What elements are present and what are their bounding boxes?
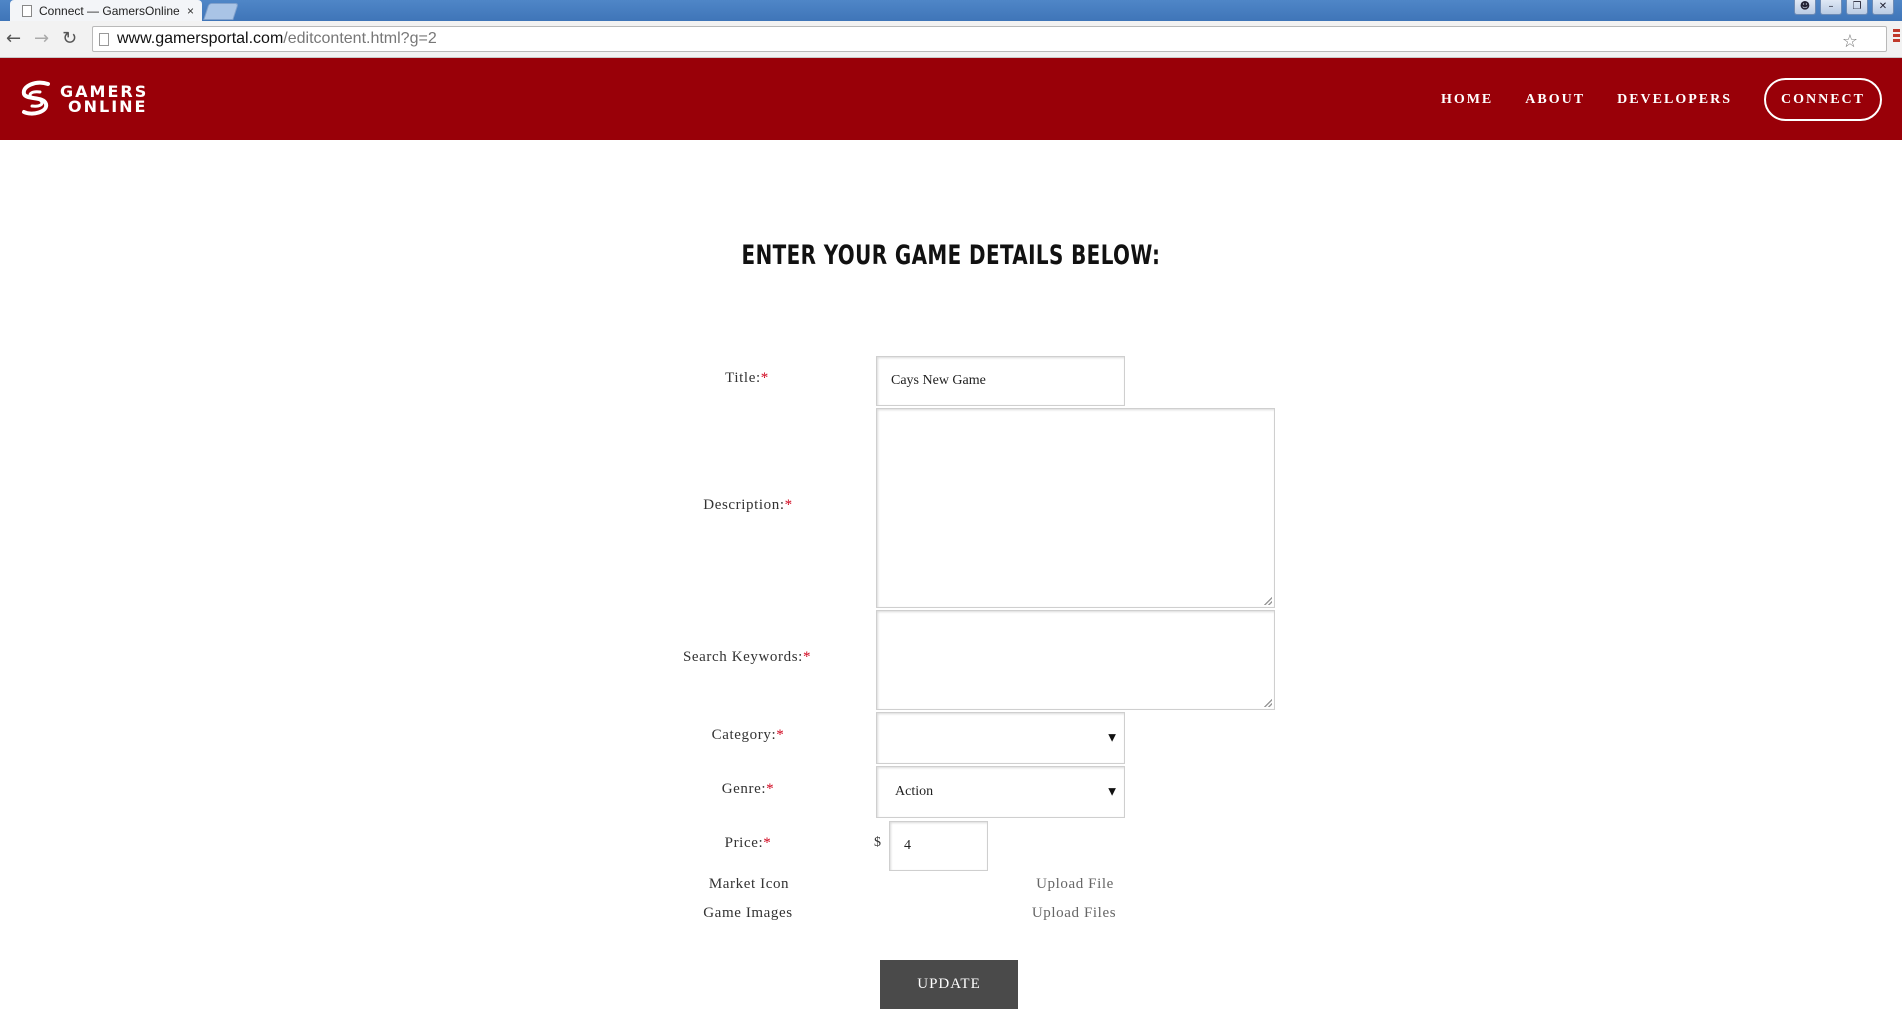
nav-about[interactable]: ABOUT	[1525, 91, 1586, 107]
url-path: /editcontent.html?g=2	[283, 30, 437, 47]
browser-titlebar	[0, 0, 1902, 21]
nav-developers[interactable]: DEVELOPERS	[1617, 91, 1732, 107]
browser-tab[interactable]	[10, 0, 202, 21]
genre-selected-value: Action	[895, 784, 934, 799]
keywords-label-text: Search Keywords:	[682, 649, 803, 665]
keywords-label	[647, 649, 847, 666]
genre-label	[648, 781, 848, 798]
bookmark-star-icon[interactable]: ☆	[1841, 31, 1858, 52]
required-marker: *	[766, 781, 775, 797]
price-input[interactable]	[889, 821, 988, 871]
resize-handle-icon[interactable]	[1264, 597, 1272, 605]
site-header	[0, 58, 1902, 140]
tab-close-icon[interactable]: ×	[186, 3, 194, 18]
page-icon	[22, 5, 32, 17]
title-label-text: Title:	[725, 370, 761, 386]
new-tab-button[interactable]	[203, 3, 239, 20]
market-icon-label: Market Icon	[708, 876, 790, 892]
category-label	[648, 727, 848, 744]
dropdown-arrow-icon: ▼	[1108, 786, 1116, 798]
browser-menu-icon[interactable]	[1893, 29, 1900, 43]
genre-select[interactable]	[876, 766, 1125, 818]
nav-home[interactable]: HOME	[1440, 91, 1494, 107]
reload-icon[interactable]: ↻	[62, 28, 78, 49]
restore-icon[interactable]: ❐	[1846, 0, 1868, 15]
currency-symbol: $	[874, 835, 881, 850]
main-nav	[1441, 78, 1882, 121]
game-images-label: Game Images	[703, 905, 793, 921]
browser-toolbar	[0, 21, 1902, 58]
logo-line-1: GAMERS	[60, 82, 149, 101]
title-input[interactable]	[876, 356, 1125, 406]
required-marker: *	[763, 835, 772, 851]
nav-connect-button[interactable]: CONNECT	[1764, 78, 1882, 121]
upload-game-images-link[interactable]: Upload Files	[1031, 905, 1117, 921]
required-marker: *	[802, 649, 812, 665]
page-title: ENTER YOUR GAME DETAILS BELOW:	[741, 240, 1161, 271]
required-marker: *	[760, 370, 769, 386]
upload-market-icon-link[interactable]: Upload File	[1036, 876, 1114, 892]
category-label-text: Category:	[711, 727, 777, 743]
description-textarea[interactable]	[876, 408, 1275, 608]
price-label	[648, 835, 848, 852]
address-bar[interactable]	[92, 26, 1887, 52]
minimize-icon[interactable]: –	[1820, 0, 1842, 15]
resize-handle-icon[interactable]	[1264, 699, 1272, 707]
logo-line-2: ONLINE	[68, 97, 148, 116]
price-label-text: Price:	[724, 835, 764, 851]
site-logo[interactable]	[18, 78, 148, 120]
title-input-value: Cays New Game	[891, 373, 986, 388]
tab-title: Connect — GamersOnline	[39, 3, 180, 18]
required-marker: *	[784, 497, 793, 513]
window-controls	[1794, 0, 1894, 15]
update-button[interactable]: UPDATE	[880, 960, 1018, 1009]
price-input-value: 4	[904, 838, 911, 853]
description-label	[648, 497, 848, 514]
category-select[interactable]	[876, 712, 1125, 764]
dropdown-arrow-icon: ▼	[1108, 732, 1116, 744]
title-label	[647, 370, 847, 387]
url-host: www.gamersportal.com	[117, 30, 284, 47]
back-arrow-icon[interactable]: ←	[6, 28, 22, 49]
user-icon[interactable]: ☻	[1794, 0, 1816, 15]
logo-text	[60, 84, 148, 114]
close-window-icon[interactable]: ✕	[1872, 0, 1894, 15]
description-label-text: Description:	[703, 497, 785, 513]
forward-arrow-icon[interactable]: →	[34, 28, 50, 49]
required-marker: *	[776, 727, 785, 743]
genre-label-text: Genre:	[721, 781, 767, 797]
keywords-textarea[interactable]	[876, 610, 1275, 710]
page-info-icon	[99, 33, 109, 46]
logo-swirl-icon	[18, 78, 56, 120]
